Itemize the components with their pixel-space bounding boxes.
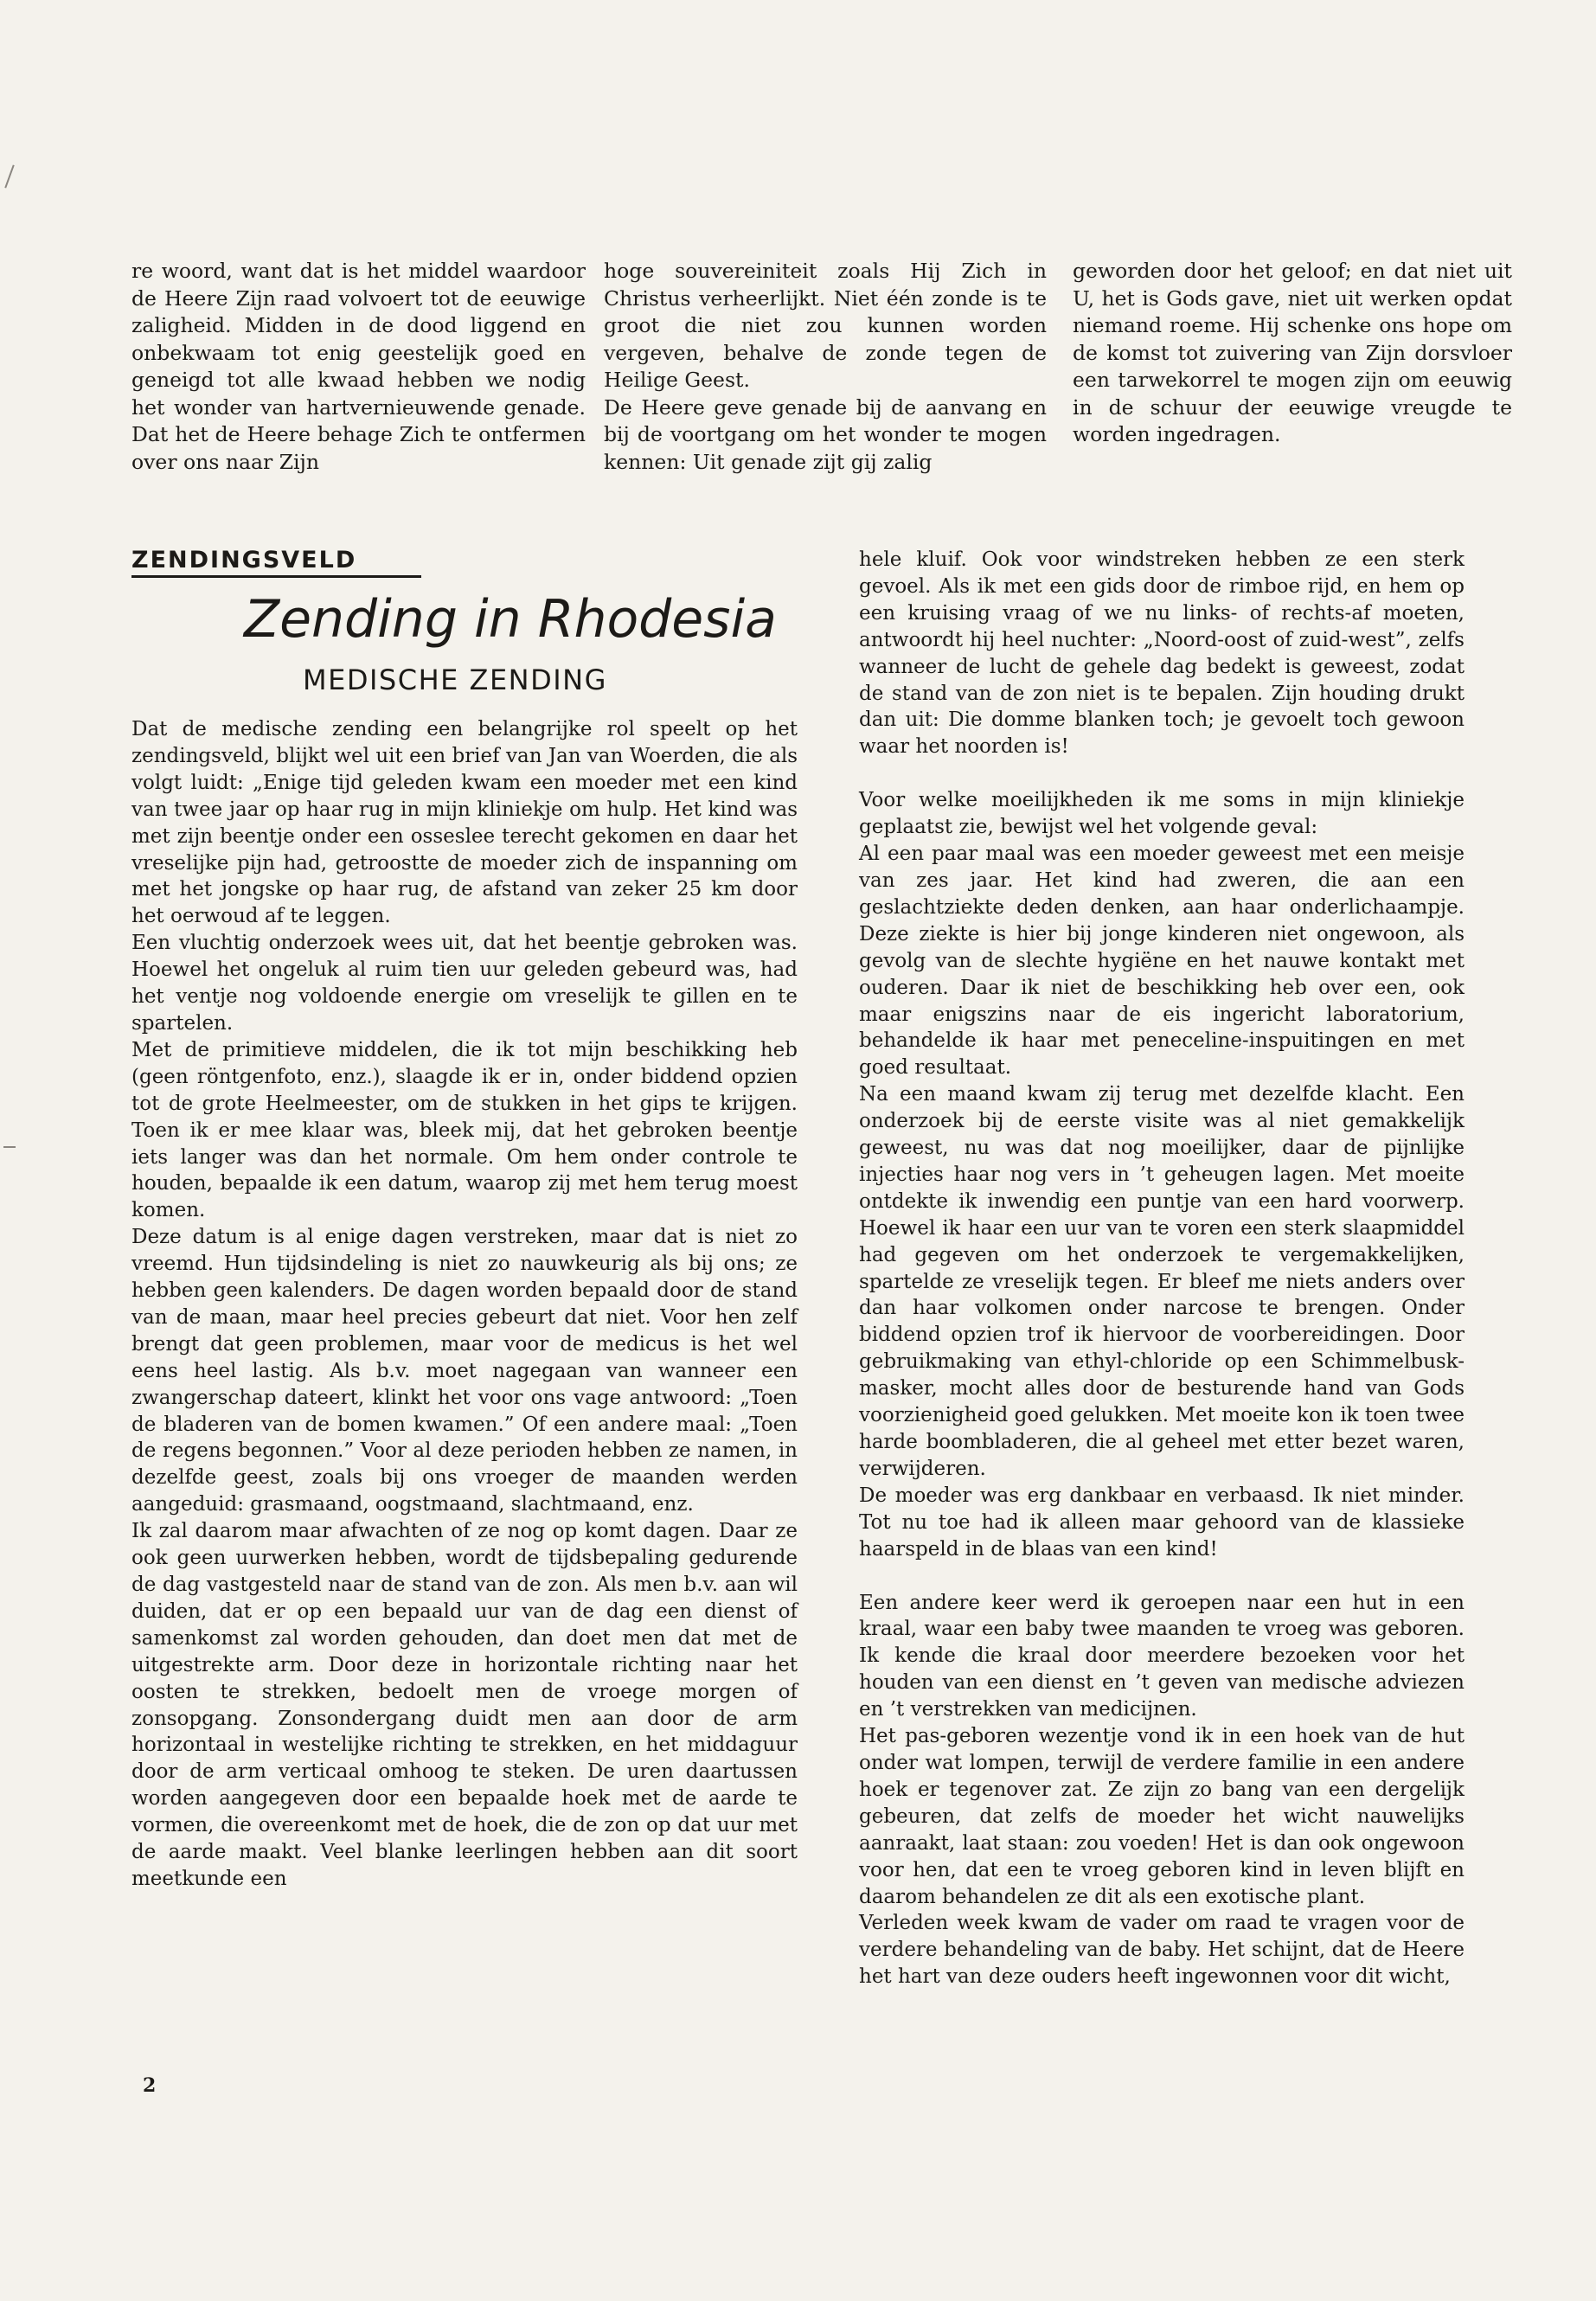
top-column-1 [131,258,586,476]
paragraph: Een andere keer werd ik geroepen naar een hut in een kraal, waar een baby twee maanden te vroeg was geboren. Ik kende die kraal door meerdere bezoeken voor het houden van een dienst en ’t geven van medische adviezen en ’t verstrekken van medicijnen. [859,1591,1465,1721]
paragraph: Dat de medische zending een belangrijke rol speelt op het zendingsveld, blijkt wel uit een brief van Jan van Woerden, die als volgt luidt: „Enige tijd geleden kwam een moeder met een kind van twee jaar op haar rug in mijn kliniekje om hulp. Het kind was met zijn beentje onder een osseslee terecht gekomen en daar het vreselijke pijn had, getroostte de moeder zich de inspanning om met het jongske op haar rug, de afstand van zeker 25 km door het oerwoud af te leggen. [131,718,798,928]
paragraph: Verleden week kwam de vader om raad te vragen voor de verdere behandeling van de baby. Het schijnt, dat de Heere het hart van deze ouders heeft ingewonnen voor dit wicht, [859,1912,1465,1989]
paragraph: geworden door het geloof; en dat niet uit U, het is Gods gave, niet uit werken opdat niemand roeme. Hij schenke ons hope om de komst tot zuivering van Zijn dorsvloer een tarwekorrel te mogen zijn om eeuwig in de schuur der eeuwige vreugde te worden ingedragen. [1073,259,1512,446]
paragraph: Het pas-geboren wezentje vond ik in een hoek van de hut onder wat lompen, terwijl de verdere familie in een andere hoek er tegenover zat. Ze zijn zo bang van een dergelijk gebeuren, dat zelfs de moeder het wicht nauwelijks aanraakt, laat staan: zou voeden! Het is dan ook ongewoon voor hen, dat een te vroeg geboren kind in leven blijft en daarom behandelen ze dit als een exotische plant. [859,1725,1465,1908]
paragraph: Voor welke moeilijkheden ik me soms in mijn kliniekje geplaatst zie, bewijst wel het volgende geval: [859,789,1465,839]
paragraph: Een vluchtig onderzoek wees uit, dat het beentje gebroken was. Hoewel het ongeluk al ruim tien uur geleden gebeurd was, had het ventje nog voldoende energie om vreselijk te gillen en te spartelen. [131,932,798,1035]
paragraph: hoge souvereiniteit zoals Hij Zich in Christus verheerlijkt. Niet één zonde is te groot die niet zou kunnen worden vergeven, behalve de zonde tegen de Heilige Geest. De Heere geve genade bij de aanvang en bij de voortgang om het wonder te mogen kennen: Uit genade zijt gij zalig [604,259,1047,474]
paragraph: re woord, want dat is het middel waardoor de Heere Zijn raad volvoert tot de eeuwige zaligheid. Midden in de dood liggend en onbekwaam tot enig geestelijk goed en geneigd tot alle kwaad hebben we nodig het wonder van hartvernieuwende genade. Dat het de Heere behage Zich te ontfermen over ons naar Zijn [131,259,586,474]
paragraph: Met de primitieve middelen, die ik tot mijn beschikking heb (geen röntgenfoto, enz.), slaagde ik er in, onder biddend opzien tot de grote Heelmeester, om de stukken in het gips te krijgen. Toen ik er mee klaar was, bleek mij, dat het gebroken beentje iets langer was dan het normale. Om hem onder controle te houden, bepaalde ik een datum, waarop zij met hem terug moest komen. [131,1038,798,1222]
article-column-right [859,547,1465,1990]
article-title: Zending in Rhodesia [244,589,777,650]
article-column-left [131,716,798,1893]
article-subtitle: MEDISCHE ZENDING [303,663,607,696]
paragraph: De moeder was erg dankbaar en verbaasd. Ik niet minder. Tot nu toe had ik alleen maar gehoord van de klassieke haarspeld in de blaas van een kind! [859,1484,1465,1561]
paragraph: Al een paar maal was een moeder geweest met een meisje van zes jaar. Het kind had zweren, die aan een geslachtziekte deden denken, aan haar onderlichaampje. Deze ziekte is hier bij jonge kinderen niet ongewoon, als gevolg van de slechte hygiëne en het nauwe kontakt met ouderen. Daar ik niet de beschikking heb over een, ook maar enigszins naar de eis ingericht laboratorium, behandelde ik haar met peneceline-inspuitingen en met goed resultaat. [859,843,1465,1080]
paragraph: hele kluif. Ook voor windstreken hebben ze een sterk gevoel. Als ik met een gids door de rimboe rijd, en hem op een kruising vraag of we nu links- of rechts-af moeten, antwoordt hij heel nuchter: „Noord-oost of zuid-west”, zelfs wanneer de lucht de gehele dag bedekt is geweest, zodat de stand van de zon niet is te bepalen. Zijn houding drukt dan uit: Die domme blanken toch; je gevoelt toch gewoon waar het noorden is! [859,548,1465,759]
paragraph: Deze datum is al enige dagen verstreken, maar dat is niet zo vreemd. Hun tijdsindeling is niet zo nauwkeurig als bij ons; ze hebben geen kalenders. De dagen worden bepaald door de stand van de maan, maar heel precies gebeurt dat niet. Voor hen zelf brengt dat geen problemen, maar voor de medicus is het wel eens heel lastig. Als b.v. moet nagegaan van wanneer een zwangerschap dateert, klinkt het voor ons vage antwoord: „Toen de bladeren van de bomen kwamen.” Of een andere maal: „Toen de regens begonnen.” Voor al deze perioden hebben ze namen, in dezelfde geest, zoals bij ons vroeger de maanden werden aangeduid: grasmaand, oogstmaand, slachtmaand, enz. [131,1226,798,1516]
paragraph: Na een maand kwam zij terug met dezelfde klacht. Een onderzoek bij de eerste visite was al niet gemakkelijk geweest, nu was dat nog moeilijker, daar de pijnlijke injecties haar nog vers in ’t geheugen lagen. Met moeite ontdekte ik inwendig een puntje van een hard voorwerp. Hoewel ik haar een uur van te voren een sterk slaapmiddel had gegeven om het onderzoek te vergemakkelijken, spartelde ze vreselijk tegen. Er bleef me niets anders over dan haar volkomen onder narcose te brengen. Onder biddend opzien trof ik hiervoor de voorbereidingen. Door gebruikmaking van ethyl-chloride op een Schimmelbusk-masker, mocht alles door de besturende hand van Gods voorzienigheid goed gelukken. Met moeite kon ik toen twee harde boombladeren, die al geheel met etter bezet waren, verwijderen. [859,1083,1465,1480]
top-column-2 [604,258,1047,476]
paragraph: Ik zal daarom maar afwachten of ze nog op komt dagen. Daar ze ook geen uurwerken hebben, wordt de tijdsbepaling gedurende de dag vastgesteld naar de stand van de zon. Als men b.v. aan wil duiden, dat er op een bepaald uur van de dag een dienst of samenkomst zal worden gehouden, dan doet men dat met de uitgestrekte arm. Door deze in horizontale richting naar het oosten te strekken, bedoelt men de vroege morgen of zonsopgang. Zonsondergang duidt men aan door de arm horizontaal in westelijke richting te strekken, en het middaguur door de arm verticaal omhoog te steken. De uren daartussen worden aangegeven door een bepaalde hoek met de aarde te vormen, die overeenkomt met de hoek, die de zon op dat uur met de aarde maakt. Veel blanke leerlingen hebben aan dit soort meetkunde een [131,1520,798,1890]
section-label: ZENDINGSVELD [131,547,421,578]
margin-mark [4,165,14,189]
top-column-3 [1073,258,1512,449]
page-number: 2 [143,2074,157,2097]
margin-mark [3,1146,16,1148]
